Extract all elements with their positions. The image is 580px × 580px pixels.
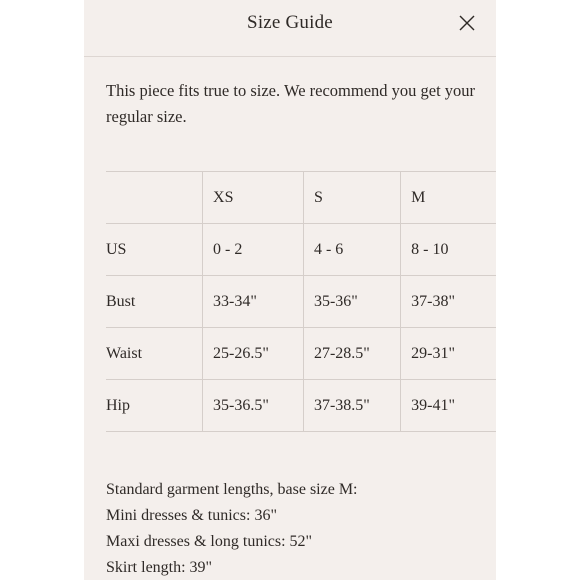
table-cell: 27-28.5" xyxy=(303,328,400,380)
length-item-skirt: Skirt length: 39" xyxy=(106,559,213,576)
table-cell: 35-36" xyxy=(303,276,400,328)
table-cell: 37-38" xyxy=(401,276,496,328)
garment-lengths xyxy=(106,477,486,580)
table-row xyxy=(106,224,496,276)
modal-title: Size Guide xyxy=(247,12,333,33)
table-cell: 25-26.5" xyxy=(203,328,304,380)
row-label-waist: Waist xyxy=(106,328,203,380)
table-cell: 33-34" xyxy=(203,276,304,328)
table-header-s: S xyxy=(303,172,400,224)
row-label-bust: Bust xyxy=(106,276,203,328)
row-label-us: US xyxy=(106,224,203,276)
size-guide-modal xyxy=(84,0,496,580)
lengths-heading: Standard garment lengths, base size M: xyxy=(106,481,358,498)
table-header-corner xyxy=(106,172,203,224)
table-header-xs: XS xyxy=(203,172,304,224)
modal-header xyxy=(84,0,496,57)
table-row xyxy=(106,380,496,432)
row-label-hip: Hip xyxy=(106,380,203,432)
length-item-maxi: Maxi dresses & long tunics: 52" xyxy=(106,533,313,550)
length-item-mini: Mini dresses & tunics: 36" xyxy=(106,507,277,524)
table-header-row xyxy=(106,172,496,224)
table-cell: 4 - 6 xyxy=(303,224,400,276)
table-cell: 29-31" xyxy=(401,328,496,380)
table-row xyxy=(106,328,496,380)
size-table xyxy=(106,171,496,432)
table-header-m: M xyxy=(401,172,496,224)
close-icon[interactable] xyxy=(458,14,476,32)
table-cell: 0 - 2 xyxy=(203,224,304,276)
table-cell: 37-38.5" xyxy=(303,380,400,432)
table-cell: 35-36.5" xyxy=(203,380,304,432)
table-cell: 8 - 10 xyxy=(401,224,496,276)
fit-description: This piece fits true to size. We recommend you get your regular size. xyxy=(106,81,476,126)
table-row xyxy=(106,276,496,328)
table-cell: 39-41" xyxy=(401,380,496,432)
